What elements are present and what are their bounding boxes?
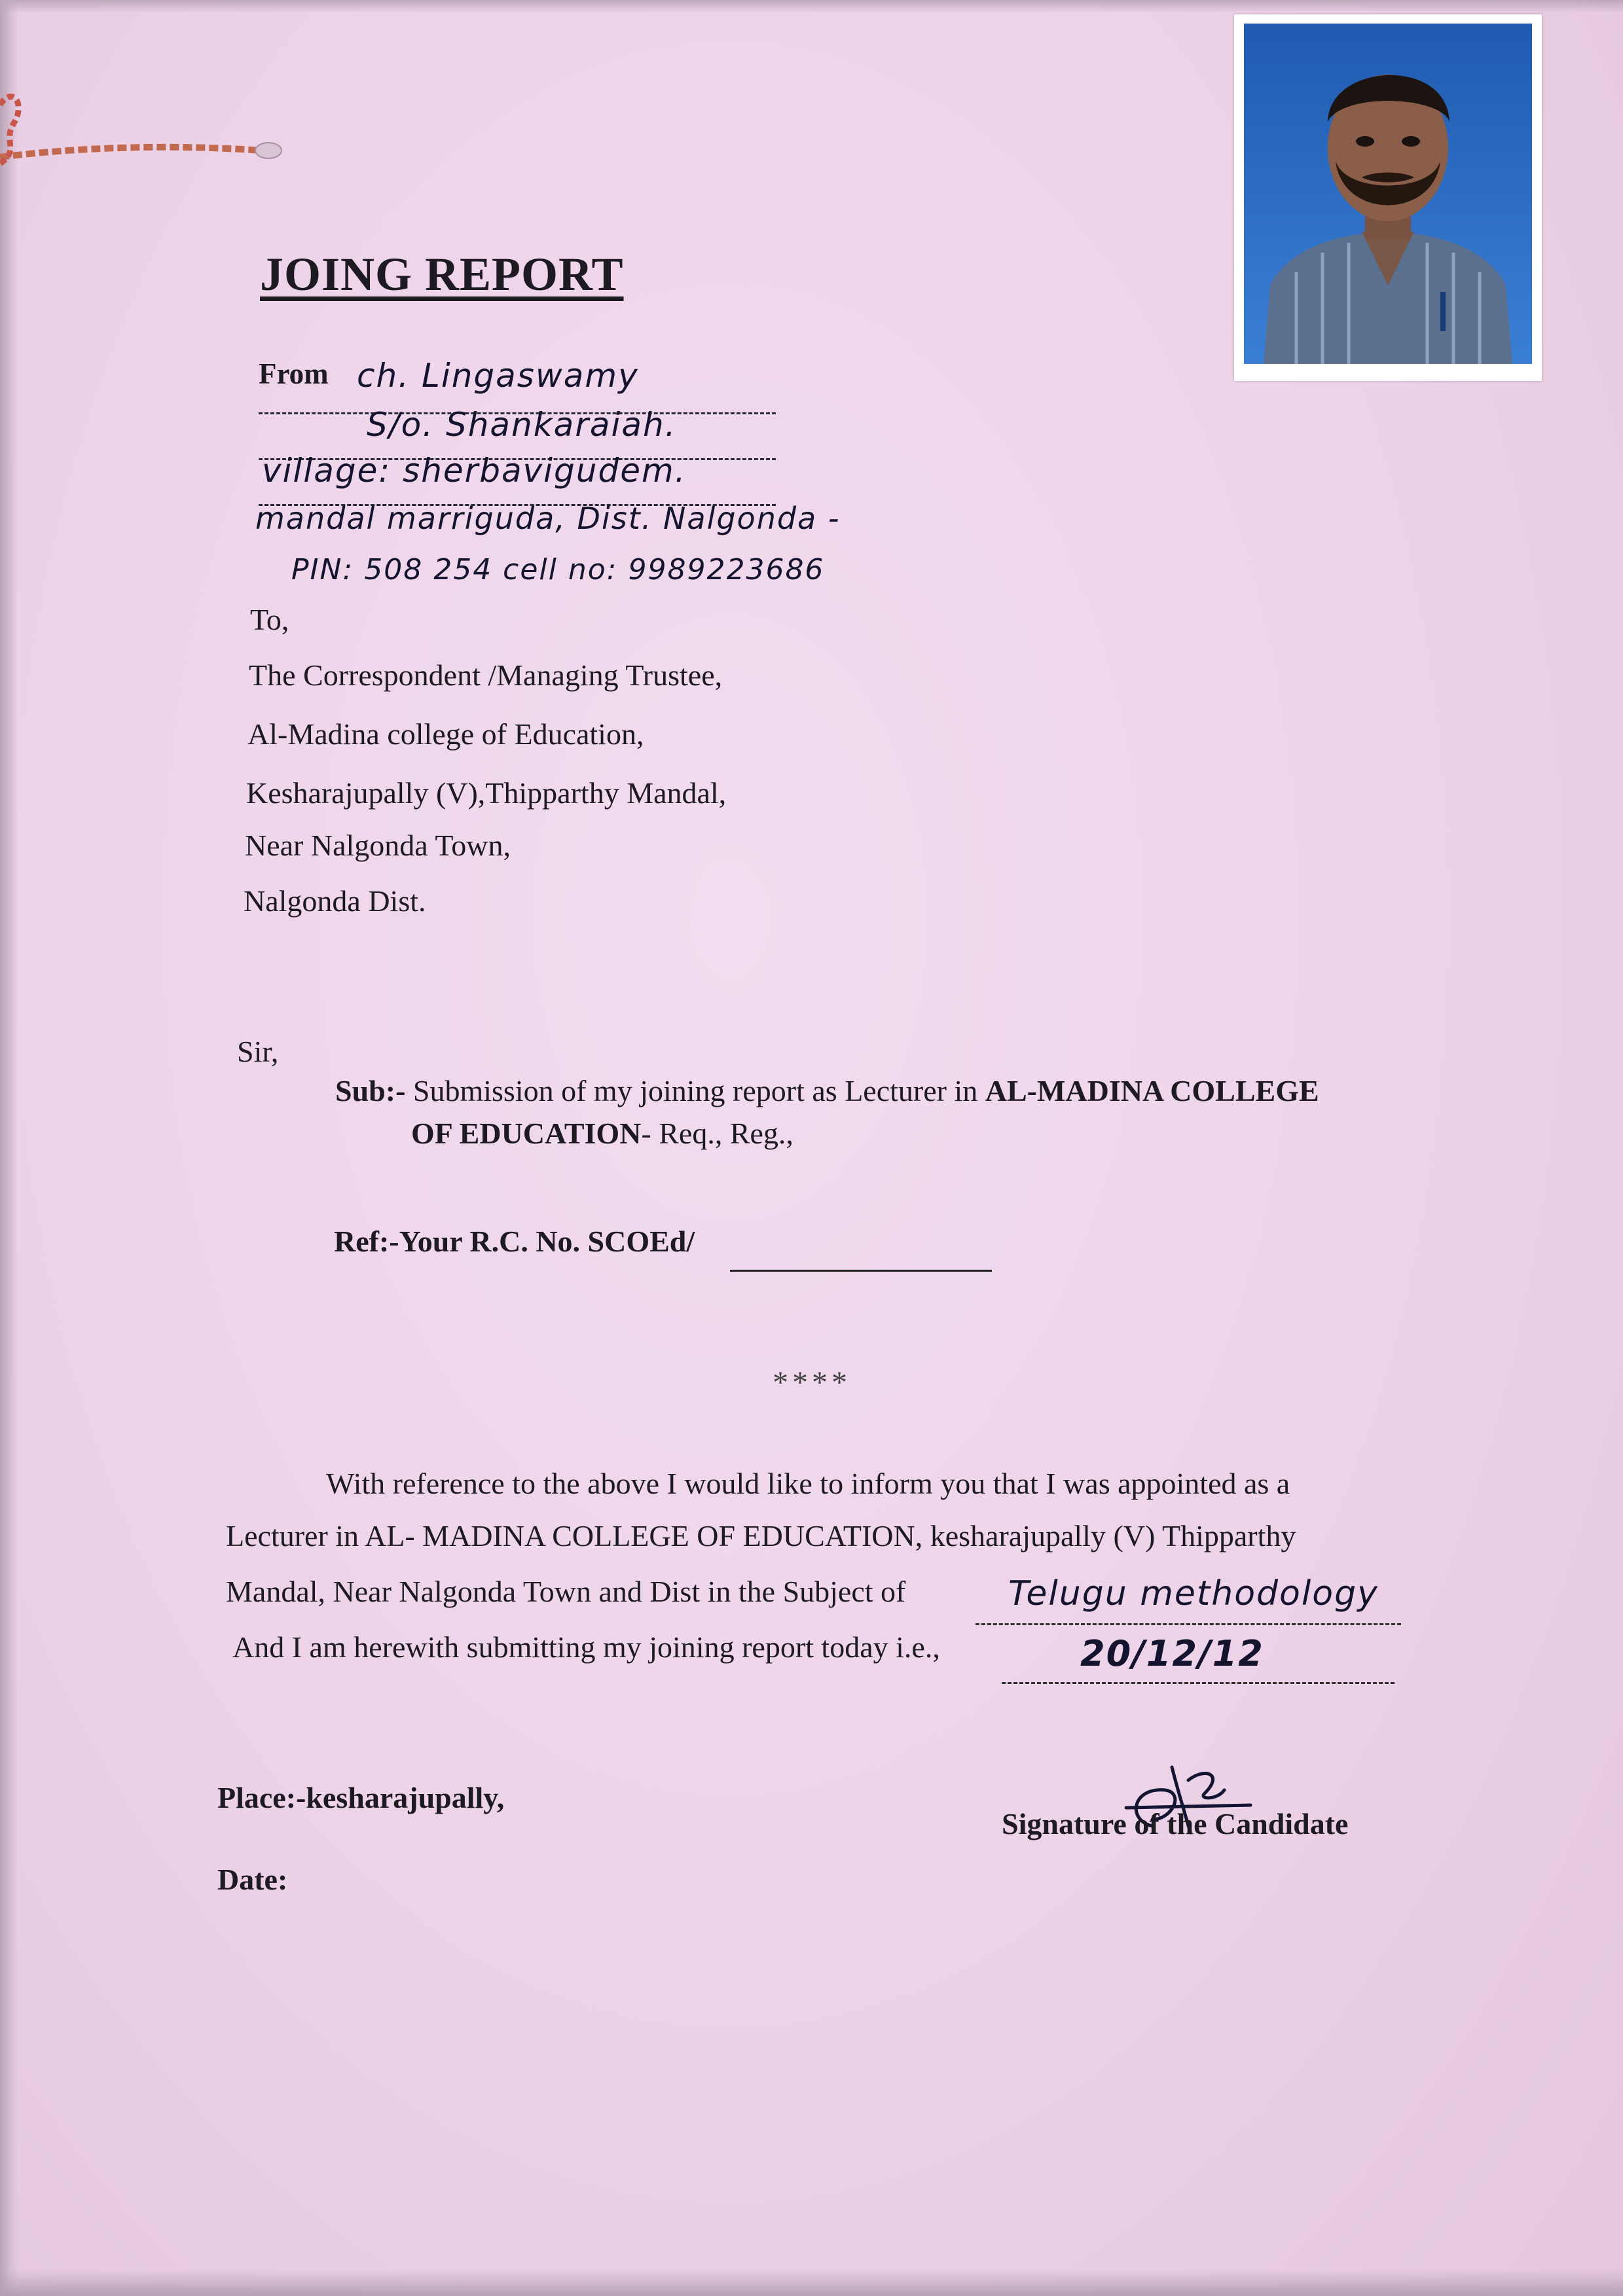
subject-line-2	[411, 1116, 793, 1151]
subject-college-1: AL-MADINA COLLEGE	[985, 1074, 1319, 1107]
scan-edge-bottom	[0, 2270, 1623, 2296]
date-fill-line	[1002, 1682, 1395, 1684]
addressee-line-5: Nalgonda Dist.	[244, 884, 426, 918]
from-mandal-handwritten: mandal marriguda, Dist. Nalgonda -	[255, 501, 841, 536]
scan-edge-left	[0, 0, 18, 2296]
subject-req: - Req., Reg.,	[641, 1117, 793, 1150]
salutation: Sir,	[237, 1035, 279, 1068]
subject-text: Submission of my joining report as Lecturer in	[405, 1074, 985, 1107]
passport-photo-icon	[1243, 24, 1533, 364]
addressee-line-1: The Correspondent /Managing Trustee,	[249, 658, 723, 692]
from-name-handwritten: ch. Lingaswamy	[357, 357, 639, 395]
subject-label: Sub:-	[335, 1074, 406, 1107]
addressee-line-3: Kesharajupally (V),Thipparthy Mandal,	[246, 776, 727, 810]
body-line-1: With reference to the above I would like to inform you that I was appointed as a	[326, 1467, 1290, 1500]
addressee-line-4: Near Nalgonda Town,	[245, 829, 511, 862]
body-line-3: Mandal, Near Nalgonda Town and Dist in the Subject of	[226, 1575, 906, 1608]
body-line-4: And I am herewith submitting my joining report today i.e.,	[232, 1630, 940, 1664]
page-title: JOING REPORT	[260, 248, 624, 300]
from-label: From	[259, 357, 329, 390]
reference-text: Ref:-Your R.C. No. SCOEd/	[334, 1225, 695, 1258]
from-relation-handwritten: S/o. Shankaraiah.	[367, 406, 677, 444]
reference-blank-line	[730, 1270, 992, 1272]
addressee-line-2: Al-Madina college of Education,	[247, 717, 644, 751]
body-line-2: Lecturer in AL- MADINA COLLEGE OF EDUCATION, kesharajupally (V) Thipparthy	[226, 1519, 1296, 1552]
from-pin-handwritten: PIN: 508 254 cell no: 9989223686	[291, 553, 825, 586]
separator-stars: ****	[773, 1365, 851, 1400]
binding-thread-icon	[0, 79, 301, 196]
subject-line-1	[335, 1073, 1319, 1108]
scan-edge-top	[0, 0, 1623, 13]
date-filled-handwritten: 20/12/12	[1080, 1633, 1264, 1674]
from-village-handwritten: village: sherbavigudem.	[262, 452, 687, 490]
passport-photo	[1234, 14, 1542, 381]
subject-fill-line	[976, 1623, 1401, 1625]
place-text: Place:-kesharajupally,	[217, 1781, 505, 1814]
subject-filled-handwritten: Telugu methodology	[1008, 1574, 1379, 1613]
date-label: Date:	[217, 1863, 288, 1896]
to-label: To,	[250, 603, 289, 636]
signature-label: Signature of the Candidate	[1002, 1807, 1349, 1840]
subject-college-2: OF EDUCATION	[411, 1117, 642, 1150]
